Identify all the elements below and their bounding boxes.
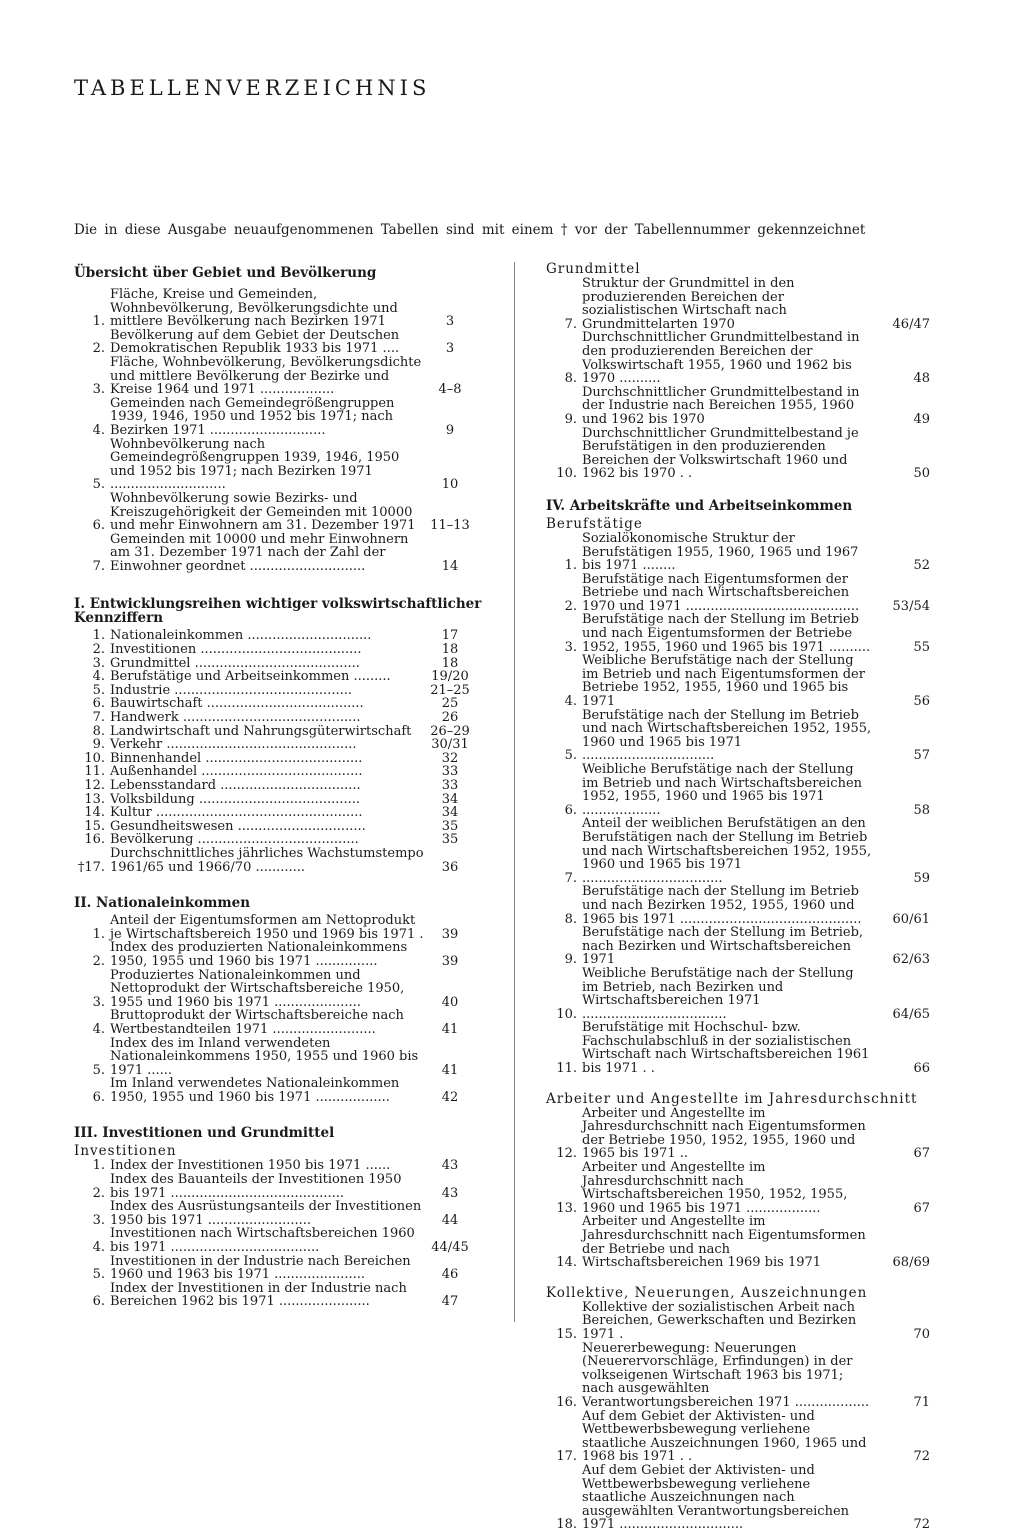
entry-number: 5. — [92, 477, 105, 493]
entry-page: 26–29 — [430, 723, 470, 739]
toc-entry[interactable] — [74, 833, 484, 847]
entry-number: 3. — [564, 639, 577, 655]
entry-title: Berufstätige nach der Stellung im Betrieb und nach Eigentumsformen der Betriebe 1952, 1955, 1960 und 1965 bis 1971 .......... — [582, 612, 871, 655]
entry-number: 15. — [556, 1326, 577, 1342]
entry-page: 49 — [913, 411, 930, 427]
entry-page: 39 — [441, 926, 459, 942]
entry-number: 4. — [92, 1240, 105, 1256]
toc-entry[interactable] — [74, 725, 484, 739]
entry-title: Anteil der Eigentumsformen am Nettoprodukt je Wirtschaftsbereich 1950 und 1969 bis 1971 . — [110, 913, 424, 942]
section-heading: I. Entwicklungsreihen wichtiger volkswirtschaftlicher Kennziffern — [74, 596, 482, 627]
entry-number: 12. — [556, 1146, 577, 1162]
entry-page: 44/45 — [431, 1240, 469, 1256]
entry-number: 4. — [92, 669, 105, 685]
entry-page: 58 — [913, 802, 930, 818]
entry-page: 34 — [441, 805, 459, 821]
entry-title: Berufstätige und Arbeitseinkommen ......... — [110, 669, 391, 685]
toc-entry[interactable] — [74, 1200, 484, 1227]
toc-entry[interactable] — [74, 1255, 484, 1282]
toc-entry[interactable] — [546, 1342, 930, 1410]
toc-entry[interactable] — [546, 277, 930, 331]
toc-entry[interactable] — [546, 885, 930, 926]
entry-page: 53/54 — [892, 598, 930, 614]
entry-page: 68/69 — [892, 1255, 930, 1271]
entry-title: Auf dem Gebiet der Aktivisten- und Wettbewerbsbewegung verliehene staatliche Auszeichnungen 1960, 1965 und 1968 bis 1971 . . — [582, 1408, 867, 1465]
entry-title: Arbeiter und Angestellte im Jahresdurchschnitt nach Eigentumsformen der Betriebe 1950, 1952, 1955, 1960 und 1965 bis 1971 .. — [582, 1105, 866, 1162]
entry-page: 39 — [441, 953, 459, 969]
entry-title: Bevölkerung ....................................... — [110, 832, 359, 848]
entry-page: 17 — [441, 628, 459, 644]
entry-page: 25 — [441, 696, 459, 712]
toc-entry[interactable] — [546, 1161, 930, 1215]
entry-number: 14. — [556, 1255, 577, 1271]
entry-title: Index des produzierten Nationaleinkommens 1950, 1955 und 1960 bis 1971 ............... — [110, 940, 408, 969]
toc-entry[interactable] — [546, 573, 930, 614]
entry-title: Landwirtschaft und Nahrungsgüterwirtschaft — [110, 723, 412, 739]
toc-entry[interactable] — [74, 738, 484, 752]
entry-title: Lebensstandard .................................. — [110, 778, 361, 793]
entry-number: 10. — [84, 750, 105, 766]
entry-number: 4. — [92, 422, 105, 438]
entry-title: Durchschnittlicher Grundmittelbestand je Berufstätigen in den produzierenden Bereichen der Volkswirtschaft 1960 und 1962 bis 1970 . . — [582, 425, 859, 482]
toc-entry[interactable] — [546, 967, 930, 1021]
entry-number: 1. — [92, 628, 105, 644]
toc-entry[interactable] — [546, 532, 930, 573]
entry-title: Handwerk ........................................... — [110, 710, 361, 726]
entry-title: Binnenhandel ...................................... — [110, 750, 363, 766]
entry-title: Nationaleinkommen .............................. — [110, 628, 372, 644]
entry-title: Berufstätige nach der Stellung im Betrieb und nach Bezirken 1952, 1955, 1960 und 1965 bis 1971 ............................................ — [582, 884, 862, 927]
toc-entry[interactable] — [74, 356, 484, 397]
entry-page: 4–8 — [438, 382, 462, 398]
entry-page: 43 — [441, 1185, 459, 1201]
entry-title: Durchschnittlicher Grundmittelbestand in den produzierenden Bereichen der Volkswirtschaft 1955, 1960 und 1962 bis 1970 .......... — [582, 330, 860, 387]
entry-number: 2. — [92, 953, 105, 969]
toc-entry[interactable] — [74, 657, 484, 671]
subsection-title: Berufstätige — [546, 515, 643, 532]
entry-number: 3. — [92, 655, 105, 671]
entry-title: Investitionen nach Wirtschaftsbereichen 1960 bis 1971 .................................... — [110, 1226, 415, 1256]
entry-title: Sozialökonomische Struktur der Berufstätigen 1955, 1960, 1965 und 1967 bis 1971 ........ — [582, 530, 859, 574]
entry-title: Index der Investitionen 1950 bis 1971 ...... — [110, 1158, 391, 1174]
entry-page: 72 — [913, 1449, 930, 1465]
toc-section — [546, 262, 930, 481]
entry-number: 9. — [564, 411, 577, 427]
entry-number: 6. — [92, 518, 105, 534]
entry-title: Auf dem Gebiet der Aktivisten- und Wettbewerbsbewegung verliehene staatliche Auszeichnungen nach ausgewählten Verantwortungsbereichen 1971 .............................. — [582, 1462, 850, 1532]
toc-entry[interactable] — [546, 1301, 930, 1342]
toc-entry[interactable] — [546, 1464, 930, 1532]
toc-entry[interactable] — [74, 1037, 484, 1078]
toc-entry[interactable] — [546, 763, 930, 817]
entry-number: 2. — [92, 1185, 105, 1201]
toc-section — [74, 1126, 484, 1309]
entry-page: 35 — [441, 832, 459, 848]
column-divider — [514, 262, 515, 1322]
entry-title: Gemeinden nach Gemeindegrößengruppen 1939, 1946, 1950 und 1952 bis 1971; nach Bezirken 1971 ............................ — [110, 395, 395, 438]
entry-page: 43 — [441, 1158, 459, 1174]
entry-page: 67 — [913, 1146, 930, 1162]
entry-number: 1. — [92, 1158, 105, 1174]
toc-subsection — [74, 288, 484, 573]
entry-title: Volksbildung ....................................... — [110, 791, 361, 807]
toc-entry[interactable] — [74, 711, 484, 725]
entry-title: Neuererbewegung: Neuerungen (Neuerervorschläge, Erfindungen) in der volkseigenen Wirtschaft 1963 bis 1971; nach ausgewählten Verantwortungsbereichen 1971 .................. — [582, 1340, 870, 1410]
entry-title: Struktur der Grundmittel in den produzierenden Bereichen der sozialistischen Wirtschaft nach Grundmittelarten 1970 — [582, 276, 795, 332]
entry-number: †17. — [77, 859, 105, 875]
toc-entry[interactable] — [74, 697, 484, 711]
entry-number: 11. — [84, 764, 105, 780]
entry-number: 5. — [92, 1062, 105, 1078]
entry-title: Gemeinden mit 10000 und mehr Einwohnern am 31. Dezember 1971 nach der Zahl der Einwohner geordnet ............................ — [110, 531, 409, 574]
entry-title: Wohnbevölkerung nach Gemeindegrößengruppen 1939, 1946, 1950 und 1952 bis 1971; nach Bezirken 1971 ............................ — [110, 436, 400, 493]
toc-subsection — [74, 629, 484, 874]
entry-title: Bevölkerung auf dem Gebiet der Deutschen Demokratischen Republik 1933 bis 1971 .... — [110, 327, 400, 357]
entry-page: 56 — [913, 694, 930, 710]
toc-entry[interactable] — [74, 492, 484, 533]
entry-title: Berufstätige mit Hochschul- bzw. Fachschulabschluß in der sozialistischen Wirtschaft nach Wirtschaftsbereichen 1961 bis 1971 . . — [582, 1020, 870, 1077]
toc-entry[interactable] — [74, 752, 484, 766]
entry-number: 7. — [92, 558, 105, 574]
entry-number: 8. — [564, 911, 577, 927]
entry-title: Weibliche Berufstätige nach der Stellung im Betrieb, nach Bezirken und Wirtschaftsbereichen 1971 ................................... — [582, 965, 854, 1022]
toc-subsection — [546, 262, 930, 481]
toc-entry[interactable] — [74, 1282, 484, 1309]
entry-number: 6. — [92, 696, 105, 712]
entry-number: 6. — [92, 1089, 105, 1105]
toc-entry[interactable] — [546, 1215, 930, 1269]
entry-title: Arbeiter und Angestellte im Jahresdurchschnitt nach Wirtschaftsbereichen 1950, 1952, 1955, 1960 und 1965 bis 1971 .................. — [582, 1160, 848, 1216]
entry-title: Index des Bauanteils der Investitionen 1950 bis 1971 .......................................... — [110, 1172, 402, 1201]
entry-page: 40 — [441, 994, 459, 1010]
entry-number: 9. — [92, 737, 105, 753]
entry-number: 13. — [556, 1200, 577, 1216]
entry-number: 6. — [564, 802, 577, 818]
toc-entry[interactable] — [74, 1227, 484, 1254]
entry-page: 18 — [441, 642, 459, 658]
entry-title: Bauwirtschaft ...................................... — [110, 696, 364, 712]
toc-entry[interactable] — [74, 629, 484, 643]
entry-page: 62/63 — [892, 952, 930, 968]
entry-number: 16. — [84, 832, 105, 848]
entry-page: 50 — [913, 466, 930, 482]
toc-entry[interactable] — [74, 1173, 484, 1200]
toc-entry[interactable] — [546, 1107, 930, 1161]
toc-section — [546, 499, 930, 1532]
toc-entry[interactable] — [74, 1077, 484, 1104]
entry-page: 9 — [445, 422, 455, 438]
toc-entry[interactable] — [546, 427, 930, 481]
entry-page: 57 — [913, 748, 930, 764]
entry-number: 15. — [84, 818, 105, 834]
toc-section — [74, 597, 484, 874]
entry-title: Außenhandel ....................................... — [110, 764, 363, 780]
entry-title: Investitionen ....................................... — [110, 642, 362, 658]
toc-entry[interactable] — [74, 533, 484, 574]
toc-entry[interactable] — [74, 793, 484, 807]
toc-entry[interactable] — [74, 820, 484, 834]
toc-entry[interactable] — [546, 654, 930, 708]
toc-entry[interactable] — [74, 670, 484, 684]
toc-entry[interactable] — [546, 926, 930, 967]
entry-page: 46 — [441, 1267, 459, 1283]
entry-title: Kultur .................................................. — [110, 805, 363, 821]
entry-number: 1. — [92, 314, 105, 330]
entry-number: 3. — [92, 382, 105, 398]
entry-page: 10 — [441, 477, 459, 493]
entry-page: 60/61 — [892, 911, 930, 927]
entry-page: 66 — [913, 1061, 930, 1077]
page-title: TABELLENVERZEICHNIS — [74, 76, 431, 100]
entry-number: 12. — [84, 778, 105, 793]
entry-number: 5. — [92, 682, 105, 698]
entry-title: Berufstätige nach der Stellung im Betrieb, nach Bezirken und Wirtschaftsbereichen 1971 — [582, 925, 864, 968]
left-column — [74, 262, 484, 1309]
entry-number: 13. — [84, 791, 105, 807]
entry-page: 11–13 — [430, 518, 470, 534]
toc-entry[interactable] — [74, 847, 484, 874]
entry-page: 3 — [445, 341, 455, 357]
entry-number: 3. — [92, 1212, 105, 1228]
entry-number: 17. — [556, 1449, 577, 1465]
entry-page: 36 — [441, 859, 459, 875]
entry-page: 42 — [441, 1089, 459, 1105]
toc-section — [74, 896, 484, 1104]
entry-title: Grundmittel ........................................ — [110, 655, 360, 671]
entry-number: 14. — [84, 805, 105, 821]
entry-number: 2. — [92, 642, 105, 658]
entry-title: Anteil der weiblichen Berufstätigen an den Berufstätigen nach der Stellung im Betrieb und nach Wirtschaftsbereichen 1952, 1955, 1960 und 1965 bis 1971 .................................. — [582, 816, 872, 886]
entry-page: 52 — [913, 558, 930, 574]
entry-number: 4. — [92, 1021, 105, 1037]
entry-title: Fläche, Wohnbevölkerung, Bevölkerungsdichte und mittlere Bevölkerung der Bezirke und Kreise 1964 und 1971 .................. — [110, 354, 422, 398]
entry-page: 71 — [913, 1394, 930, 1410]
subsection-title: Grundmittel — [546, 261, 641, 277]
entry-number: 10. — [556, 466, 577, 482]
entry-number: 5. — [92, 1267, 105, 1283]
toc-entry[interactable] — [546, 331, 930, 385]
toc-entry[interactable] — [74, 1009, 484, 1036]
toc-entry[interactable] — [74, 779, 484, 793]
entry-page: 64/65 — [892, 1006, 930, 1022]
entry-page: 47 — [441, 1294, 459, 1310]
entry-title: Durchschnittlicher Grundmittelbestand in der Industrie nach Bereichen 1955, 1960 und 1962 bis 1970 — [582, 384, 860, 427]
toc-entry[interactable] — [74, 643, 484, 657]
entry-title: Gesundheitswesen ............................... — [110, 818, 366, 834]
entry-page: 55 — [913, 639, 930, 655]
entry-page: 48 — [913, 371, 930, 387]
entry-title: Arbeiter und Angestellte im Jahresdurchschnitt nach Eigentumsformen der Betriebe und nach Wirtschaftsbereichen 1969 bis 1971 — [582, 1214, 866, 1271]
entry-page: 3 — [445, 314, 455, 330]
section-heading: II. Nationaleinkommen — [74, 895, 251, 912]
entry-title: Index der Investitionen in der Industrie nach Bereichen 1962 bis 1971 ...................... — [110, 1280, 407, 1310]
toc-entry[interactable] — [546, 1021, 930, 1075]
entry-page: 33 — [441, 764, 459, 780]
section-heading: IV. Arbeitskräfte und Arbeitseinkommen — [546, 497, 853, 514]
entry-title: Investitionen in der Industrie nach Bereichen 1960 und 1963 bis 1971 ...................... — [110, 1253, 411, 1283]
section-heading: III. Investitionen und Grundmittel — [74, 1125, 335, 1142]
entry-page: 35 — [441, 818, 459, 834]
entry-number: 5. — [564, 748, 577, 764]
entry-page: 72 — [913, 1517, 930, 1532]
toc-subsection — [546, 1286, 930, 1532]
entry-title: Fläche, Kreise und Gemeinden, Wohnbevölkerung, Bevölkerungsdichte und mittlere Bevölkerung nach Bezirken 1971 — [110, 287, 398, 330]
entry-title: Weibliche Berufstätige nach der Stellung im Betrieb und nach Eigentumsformen der Betriebe 1952, 1955, 1960 und 1965 bis 1971 — [582, 653, 865, 710]
entry-number: 2. — [564, 598, 577, 614]
entry-number: 9. — [564, 952, 577, 968]
subsection-title: Investitionen — [74, 1143, 177, 1160]
toc-subsection — [546, 517, 930, 1076]
entry-title: Bruttoprodukt der Wirtschaftsbereiche nach Wertbestandteilen 1971 ......................... — [110, 1008, 404, 1037]
entry-page: 21–25 — [430, 682, 470, 698]
entry-title: Durchschnittliches jährliches Wachstumstempo 1961/65 und 1966/70 ............ — [110, 845, 424, 875]
entry-number: 16. — [556, 1394, 577, 1410]
entry-page: 67 — [913, 1200, 930, 1216]
entry-page: 19/20 — [431, 669, 469, 685]
subsection-title: Arbeiter und Angestellte im Jahresdurchschnitt — [546, 1090, 918, 1107]
entry-title: Index des Ausrüstungsanteils der Investitionen 1950 bis 1971 ......................... — [110, 1199, 422, 1228]
entry-page: 14 — [441, 558, 459, 574]
entry-title: Kollektive der sozialistischen Arbeit nach Bereichen, Gewerkschaften und Bezirken 1971 . — [582, 1299, 857, 1342]
entry-number: 1. — [92, 926, 105, 942]
toc-entry[interactable] — [74, 288, 484, 329]
entry-page: 30/31 — [431, 737, 469, 753]
toc-entry[interactable] — [74, 914, 484, 941]
entry-title: Index des im Inland verwendeten Nationaleinkommens 1950, 1955 und 1960 bis 1971 ...... — [110, 1035, 419, 1078]
toc-subsection — [546, 1092, 930, 1270]
toc-entry[interactable] — [74, 1159, 484, 1173]
entry-title: Weibliche Berufstätige nach der Stellung im Betrieb und nach Wirtschaftsbereichen 1952, 1955, 1960 und 1965 bis 1971 ................... — [582, 762, 863, 818]
entry-number: 10. — [556, 1006, 577, 1022]
entry-page: 44 — [441, 1212, 459, 1228]
entry-title: Im Inland verwendetes Nationaleinkommen 1950, 1955 und 1960 bis 1971 .................. — [110, 1076, 400, 1105]
entry-page: 26 — [441, 710, 459, 726]
entry-title: Verkehr .............................................. — [110, 737, 357, 753]
toc-section — [74, 266, 484, 573]
entry-page: 18 — [441, 655, 459, 671]
toc-entry[interactable] — [74, 397, 484, 438]
entry-number: 4. — [564, 694, 577, 710]
toc-entry[interactable] — [74, 941, 484, 968]
entry-page: 59 — [913, 870, 930, 886]
toc-entry[interactable] — [74, 684, 484, 698]
entry-page: 32 — [441, 750, 459, 766]
entry-title: Wohnbevölkerung sowie Bezirks- und Kreiszugehörigkeit der Gemeinden mit 10000 und mehr Einwohnern am 31. Dezember 1971 — [110, 490, 416, 534]
toc-entry[interactable] — [546, 1410, 930, 1464]
entry-title: Berufstätige nach Eigentumsformen der Betriebe und nach Wirtschaftsbereichen 1970 und 1971 .......................................... — [582, 571, 860, 614]
entry-page: 41 — [441, 1021, 459, 1037]
entry-number: 8. — [92, 723, 105, 739]
entry-number: 2. — [92, 341, 105, 357]
toc-entry[interactable] — [546, 613, 930, 654]
toc-entry[interactable] — [546, 386, 930, 427]
entry-number: 7. — [92, 710, 105, 726]
toc-entry[interactable] — [74, 969, 484, 1010]
entry-number: 11. — [556, 1061, 577, 1077]
toc-entry[interactable] — [74, 329, 484, 356]
section-heading: Übersicht über Gebiet und Bevölkerung — [74, 265, 377, 281]
entry-number: 6. — [92, 1294, 105, 1310]
entry-number: 3. — [92, 994, 105, 1010]
entry-title: Berufstätige nach der Stellung im Betrieb und nach Wirtschaftsbereichen 1952, 1955, 1960 und 1965 bis 1971 ................................ — [582, 707, 872, 764]
entry-page: 46/47 — [892, 316, 930, 332]
toc-entry[interactable] — [74, 438, 484, 492]
toc-entry[interactable] — [546, 817, 930, 885]
intro-note: Die in diese Ausgabe neuaufgenommenen Tabellen sind mit einem † vor der Tabellennummer gekennzeichnet — [74, 222, 866, 238]
toc-entry[interactable] — [546, 709, 930, 763]
entry-title: Produziertes Nationaleinkommen und Nettoprodukt der Wirtschaftsbereiche 1950, 1955 und 1960 bis 1971 ..................... — [110, 967, 405, 1010]
toc-entry[interactable] — [74, 765, 484, 779]
subsection-title: Kollektive, Neuerungen, Auszeichnungen — [546, 1284, 868, 1301]
entry-page: 33 — [441, 778, 459, 793]
entry-number: 7. — [564, 316, 577, 332]
entry-number: 7. — [564, 870, 577, 886]
toc-subsection — [74, 1144, 484, 1309]
right-column — [546, 262, 930, 1532]
entry-number: 1. — [564, 558, 577, 574]
toc-subsection — [74, 914, 484, 1104]
entry-title: Industrie ........................................... — [110, 682, 352, 698]
entry-page: 70 — [913, 1326, 930, 1342]
toc-entry[interactable] — [74, 806, 484, 820]
entry-number: 18. — [556, 1517, 577, 1532]
entry-number: 8. — [564, 371, 577, 387]
entry-page: 41 — [441, 1062, 459, 1078]
entry-page: 34 — [441, 791, 459, 807]
